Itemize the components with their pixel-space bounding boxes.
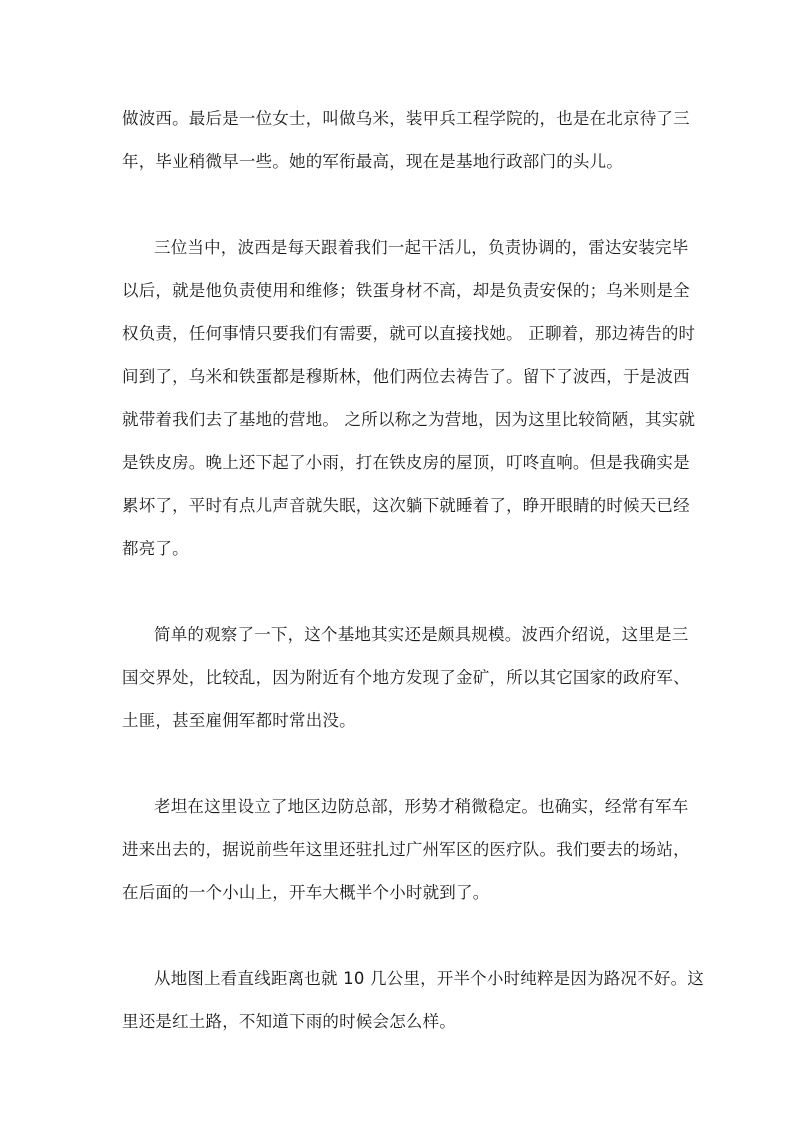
text-line: 权负责，任何事情只要我们有需要，就可以直接找她。 正聊着，那边祷告的时 [122, 324, 696, 343]
text-line: 年，毕业稍微早一些。她的军衔最高，现在是基地行政部门的头儿。 [122, 152, 623, 171]
text-line: 在后面的一个小山上，开车大概半个小时就到了。 [122, 883, 490, 902]
text-line: 是铁皮房。晚上还下起了小雨，打在铁皮房的屋顶，叮咚直响。但是我确实是 [122, 453, 690, 472]
text-line: 间到了，乌米和铁蛋都是穆斯林，他们两位去祷告了。留下了波西，于是波西 [122, 367, 690, 386]
text-line: 都亮了。 [122, 539, 189, 558]
text-line: 就带着我们去了基地的营地。 之所以称之为营地，因为这里比较简陋，其实就 [122, 410, 696, 429]
text-line: 三位当中，波西是每天跟着我们一起干活儿，负责协调的，雷达安装完毕 [154, 238, 689, 257]
text-line: 里还是红土路，不知道下雨的时候会怎么样。 [122, 1012, 456, 1031]
text-line: 以后，就是他负责使用和维修；铁蛋身材不高，却是负责安保的；乌米则是全 [122, 281, 690, 300]
text-line: 进来出去的，据说前些年这里还驻扎过广州军区的医疗队。我们要去的场站， [122, 840, 690, 859]
text-line: 累坏了，平时有点儿声音就失眠，这次躺下就睡着了，睁开眼睛的时候天已经 [122, 496, 690, 515]
text-line: 老坦在这里设立了地区边防总部，形势才稍微稳定。也确实，经常有军车 [154, 797, 689, 816]
text-line: 土匪，甚至雇佣军都时常出没。 [122, 711, 356, 730]
text-line: 简单的观察了一下，这个基地其实还是颇具规模。波西介绍说，这里是三 [154, 625, 689, 644]
text-line: 国交界处，比较乱，因为附近有个地方发现了金矿，所以其它国家的政府军、 [122, 668, 690, 687]
text-line: 从地图上看直线距离也就 10 几公里，开半个小时纯粹是因为路况不好。这 [154, 969, 704, 988]
text-line: 做波西。最后是一位女士，叫做乌米，装甲兵工程学院的，也是在北京待了三 [122, 109, 690, 128]
